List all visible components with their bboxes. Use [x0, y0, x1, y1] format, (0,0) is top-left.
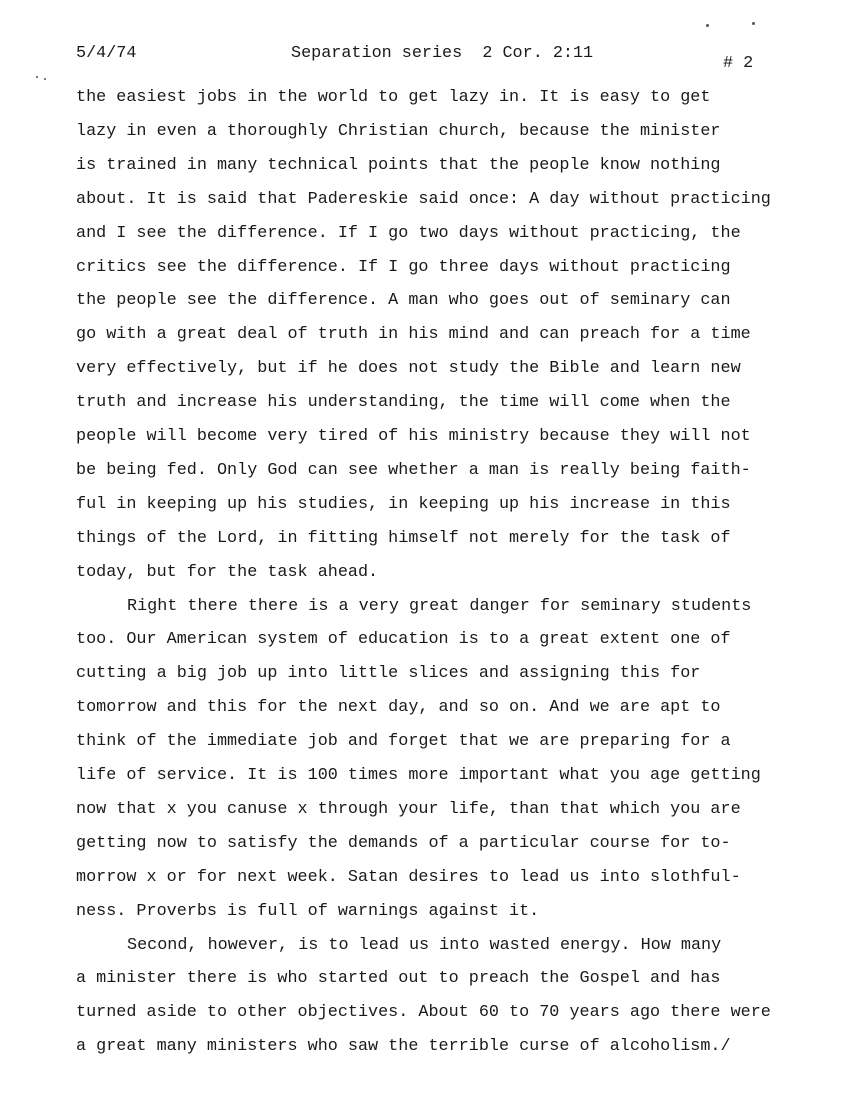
text-line: go with a great deal of truth in his mind and can preach for a time [76, 325, 751, 345]
text-line: the people see the difference. A man who goes out of seminary can [76, 291, 731, 311]
document-title: Separation series 2 Cor. 2:11 [291, 44, 594, 63]
scan-speck [44, 78, 46, 80]
text-line: cutting a big job up into little slices and assigning this for [76, 664, 701, 684]
text-line: truth and increase his understanding, the time will come when the [76, 393, 731, 413]
text-line: too. Our American system of education is to a great extent one of [76, 630, 731, 650]
text-line: getting now to satisfy the demands of a particular course for to- [76, 833, 731, 853]
text-line: think of the immediate job and forget that we are preparing for a [76, 732, 731, 752]
text-line: ness. Proverbs is full of warnings against it. [76, 901, 540, 921]
scan-speck [36, 76, 38, 78]
text-line: Second, however, is to lead us into wasted energy. How many [127, 935, 722, 955]
text-line: be being fed. Only God can see whether a man is really being faith- [76, 460, 751, 480]
text-line: ful in keeping up his studies, in keeping up his increase in this [76, 494, 731, 514]
scan-speck [706, 24, 709, 27]
text-line: things of the Lord, in fitting himself not merely for the task of [76, 528, 731, 548]
text-line: a great many ministers who saw the terrible curse of alcoholism./ [76, 1037, 731, 1057]
text-line: life of service. It is 100 times more important what you age getting [76, 766, 761, 785]
text-line: now that x you canuse x through your life, than that which you are [76, 799, 741, 819]
text-line: Right there there is a very great danger for seminary students [127, 596, 752, 616]
text-line: tomorrow and this for the next day, and so on. And we are apt to [76, 698, 721, 718]
text-line: critics see the difference. If I go three days without practicing [76, 257, 731, 277]
text-line: about. It is said that Padereskie said once: A day without practicing [76, 189, 771, 209]
text-line: lazy in even a thoroughly Christian church, because the minister [76, 121, 721, 141]
scan-speck [752, 22, 755, 25]
page-number: # 2 [723, 54, 754, 73]
text-line: a minister there is who started out to preach the Gospel and has [76, 969, 721, 989]
text-line: the easiest jobs in the world to get lazy in. It is easy to get [76, 88, 711, 107]
text-line: people will become very tired of his ministry because they will not [76, 427, 751, 446]
text-line: and I see the difference. If I go two days without practicing, the [76, 223, 741, 243]
document-date: 5/4/74 [76, 44, 137, 63]
text-line: very effectively, but if he does not study the Bible and learn new [76, 359, 741, 379]
text-line: morrow x or for next week. Satan desires to lead us into slothful- [76, 867, 741, 887]
text-line: is trained in many technical points that the people know nothing [76, 155, 721, 175]
text-line: today, but for the task ahead. [76, 562, 379, 582]
text-line: turned aside to other objectives. About 60 to 70 years ago there were [76, 1003, 771, 1023]
